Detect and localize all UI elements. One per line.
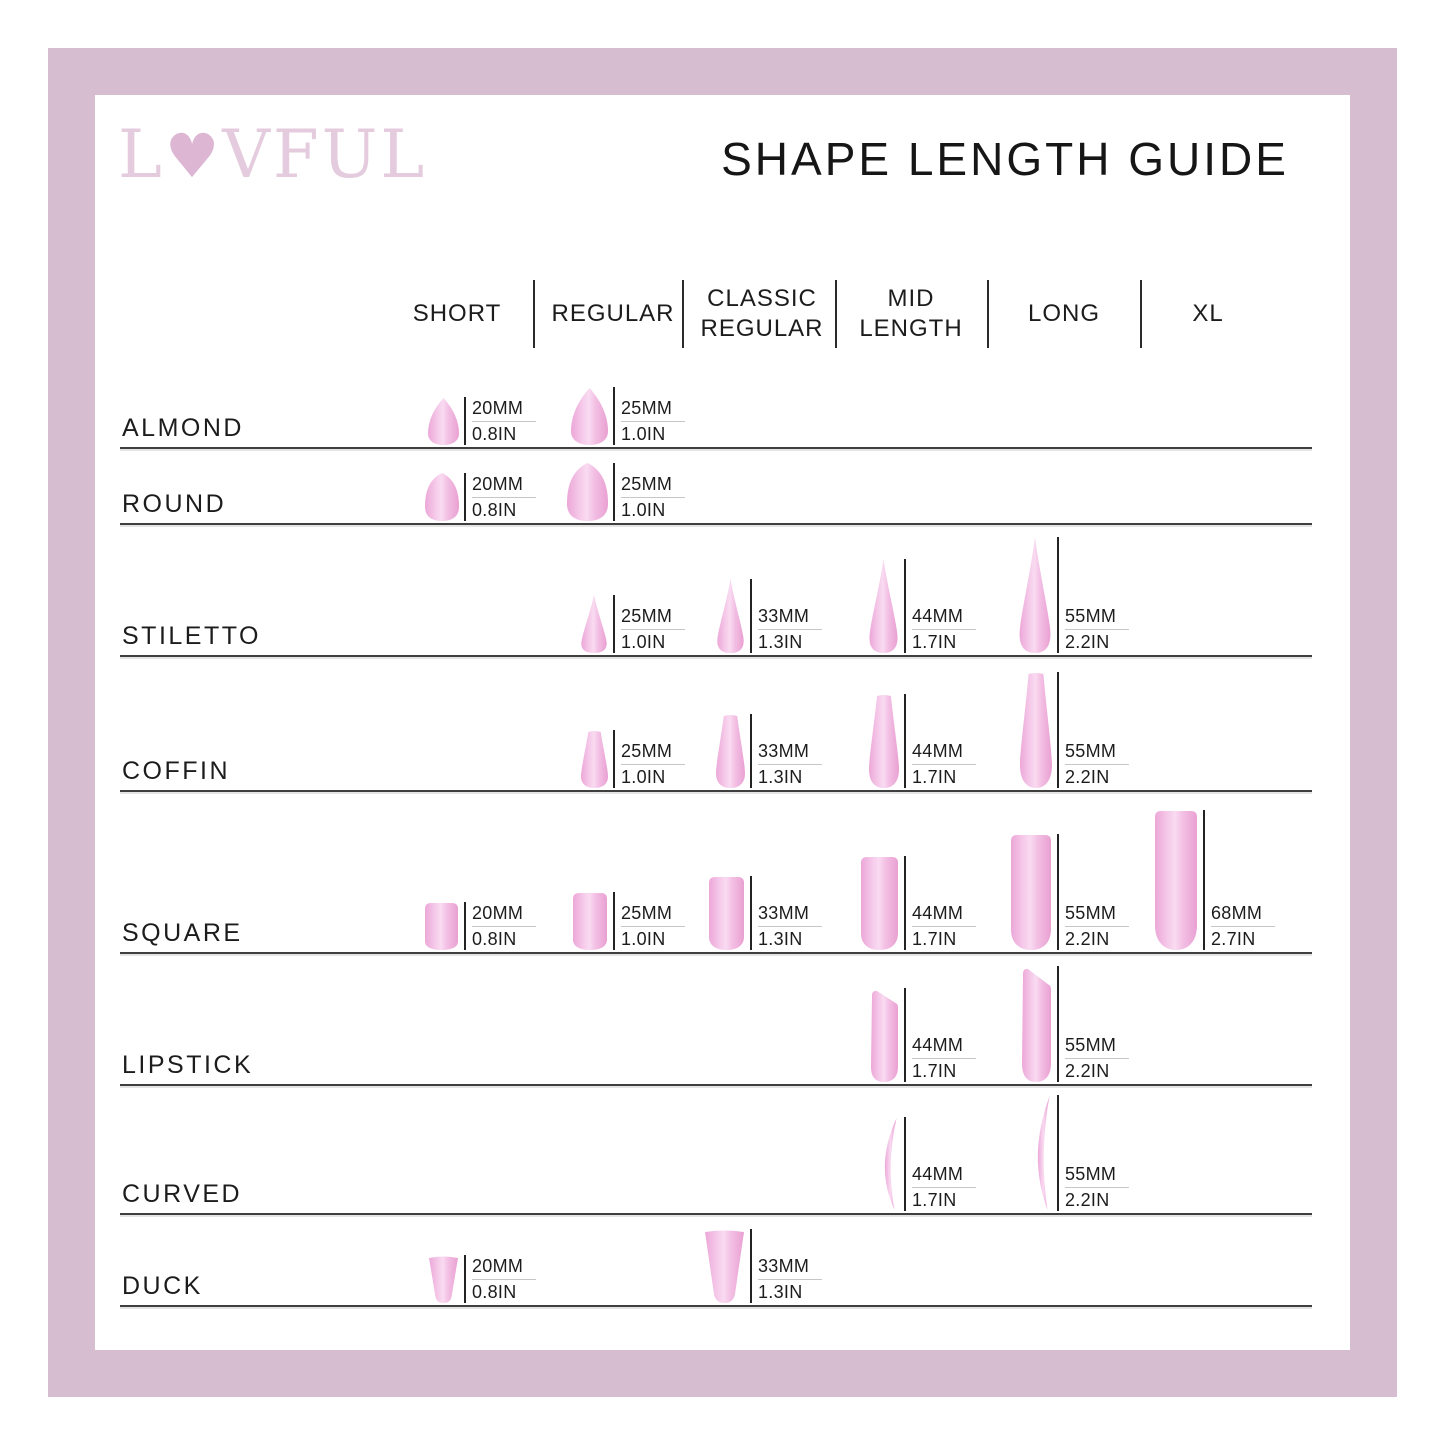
size-mm: 68MM	[1211, 903, 1275, 927]
size-measurement	[472, 474, 536, 521]
measure-line	[1057, 1095, 1059, 1211]
nail-illustration-round-short	[425, 473, 459, 521]
nail-illustration-stiletto-long	[1018, 537, 1052, 653]
size-mm: 25MM	[621, 606, 685, 630]
page-title: SHAPE LENGTH GUIDE	[721, 133, 1289, 185]
size-in: 1.7IN	[912, 632, 957, 652]
row-baseline-curved	[120, 1213, 1312, 1215]
size-measurement	[758, 1256, 822, 1303]
size-measurement	[758, 903, 822, 950]
measure-line	[1057, 834, 1059, 950]
row-label-lipstick: LIPSTICK	[122, 1051, 254, 1079]
measure-line	[904, 559, 906, 653]
nail-illustration-coffin-classic_regular	[716, 714, 745, 788]
row-label-almond: ALMOND	[122, 414, 244, 442]
size-mm: 44MM	[912, 1035, 976, 1059]
size-mm: 55MM	[1065, 1164, 1129, 1188]
measure-line	[750, 579, 752, 653]
header-divider	[987, 280, 989, 348]
nail-illustration-square-xl	[1154, 810, 1198, 950]
size-measurement	[472, 903, 536, 950]
column-header-line: REGULAR	[700, 315, 824, 342]
nail-illustration-lipstick-long	[1020, 966, 1052, 1082]
measure-line	[613, 595, 615, 653]
nail-illustration-coffin-regular	[581, 730, 608, 788]
size-in: 0.8IN	[472, 929, 517, 949]
size-mm: 25MM	[621, 741, 685, 765]
nail-illustration-almond-short	[428, 397, 459, 445]
column-header-short	[413, 280, 502, 348]
size-measurement	[621, 606, 685, 653]
measure-line	[464, 1255, 466, 1303]
column-header-line: MID	[887, 285, 935, 312]
size-mm: 55MM	[1065, 903, 1129, 927]
size-measurement	[1211, 903, 1275, 950]
size-in: 1.7IN	[912, 767, 957, 787]
size-measurement	[472, 398, 536, 445]
nail-illustration-stiletto-regular	[580, 595, 608, 653]
measure-line	[904, 988, 906, 1082]
size-in: 1.0IN	[621, 632, 666, 652]
size-mm: 44MM	[912, 1164, 976, 1188]
measure-line	[613, 463, 615, 521]
size-measurement	[912, 1164, 976, 1211]
size-in: 0.8IN	[472, 1282, 517, 1302]
column-header-xl	[1192, 280, 1223, 348]
size-mm: 55MM	[1065, 741, 1129, 765]
size-in: 0.8IN	[472, 500, 517, 520]
row-label-duck: DUCK	[122, 1272, 203, 1300]
size-measurement	[1065, 741, 1129, 788]
measure-line	[613, 730, 615, 788]
size-mm: 44MM	[912, 606, 976, 630]
logo-letter-l: L	[118, 116, 165, 193]
nail-illustration-square-mid_length	[860, 856, 899, 950]
row-baseline-round	[120, 523, 1312, 525]
measure-line	[1057, 966, 1059, 1082]
column-header-mid_length	[859, 280, 962, 348]
column-header-classic_regular	[700, 280, 823, 348]
row-label-square: SQUARE	[122, 919, 243, 947]
measure-line	[750, 876, 752, 950]
measure-line	[904, 856, 906, 950]
nail-illustration-round-regular	[567, 463, 608, 521]
header-divider	[533, 280, 535, 348]
row-label-coffin: COFFIN	[122, 757, 231, 785]
measure-line	[1057, 672, 1059, 788]
nail-illustration-coffin-mid_length	[869, 694, 899, 788]
nail-illustration-square-long	[1010, 834, 1052, 950]
nail-illustration-square-regular	[572, 892, 608, 950]
size-mm: 33MM	[758, 606, 822, 630]
column-header-line: SHORT	[412, 300, 502, 327]
row-baseline-lipstick	[120, 1084, 1312, 1086]
size-measurement	[621, 741, 685, 788]
size-measurement	[912, 1035, 976, 1082]
row-baseline-coffin	[120, 790, 1312, 792]
size-mm: 25MM	[621, 474, 685, 498]
nail-illustration-square-classic_regular	[708, 876, 745, 950]
size-measurement	[912, 606, 976, 653]
row-baseline-duck	[120, 1305, 1312, 1307]
row-label-stiletto: STILETTO	[122, 622, 262, 650]
column-header-line: XL	[1192, 300, 1224, 327]
nail-illustration-square-short	[424, 902, 459, 950]
measure-line	[904, 1117, 906, 1211]
nail-illustration-almond-regular	[571, 387, 608, 445]
size-mm: 33MM	[758, 741, 822, 765]
column-header-line: LENGTH	[859, 315, 963, 342]
header-divider	[835, 280, 837, 348]
measure-line	[613, 387, 615, 445]
row-baseline-almond	[120, 447, 1312, 449]
size-in: 1.7IN	[912, 1190, 957, 1210]
size-in: 1.0IN	[621, 929, 666, 949]
size-mm: 55MM	[1065, 1035, 1129, 1059]
nail-illustration-curved-long	[1036, 1095, 1052, 1211]
logo-letters-vful: VFUL	[222, 116, 428, 193]
column-header-regular	[551, 280, 674, 348]
size-in: 1.0IN	[621, 500, 666, 520]
size-in: 2.7IN	[1211, 929, 1256, 949]
measure-line	[464, 473, 466, 521]
measure-line	[1057, 537, 1059, 653]
brand-logo	[118, 112, 427, 198]
size-in: 2.2IN	[1065, 632, 1110, 652]
nail-illustration-curved-mid_length	[883, 1117, 899, 1211]
size-measurement	[472, 1256, 536, 1303]
size-measurement	[912, 903, 976, 950]
size-in: 2.2IN	[1065, 1061, 1110, 1081]
measure-line	[904, 694, 906, 788]
size-measurement	[1065, 1164, 1129, 1211]
size-in: 1.3IN	[758, 632, 803, 652]
size-mm: 33MM	[758, 1256, 822, 1280]
row-label-round: ROUND	[122, 490, 227, 518]
size-in: 2.2IN	[1065, 1190, 1110, 1210]
nail-illustration-stiletto-classic_regular	[716, 579, 745, 653]
column-header-long	[1028, 280, 1100, 348]
size-in: 1.7IN	[912, 1061, 957, 1081]
size-in: 1.0IN	[621, 424, 666, 444]
size-mm: 25MM	[621, 903, 685, 927]
nail-illustration-stiletto-mid_length	[868, 559, 899, 653]
nail-illustration-lipstick-mid_length	[869, 988, 899, 1082]
size-mm: 44MM	[912, 741, 976, 765]
size-mm: 20MM	[472, 474, 536, 498]
size-in: 0.8IN	[472, 424, 517, 444]
measure-line	[613, 892, 615, 950]
size-mm: 55MM	[1065, 606, 1129, 630]
measure-line	[750, 1229, 752, 1303]
size-in: 1.3IN	[758, 929, 803, 949]
size-mm: 25MM	[621, 398, 685, 422]
measure-line	[464, 902, 466, 950]
column-header-line: CLASSIC	[707, 285, 817, 312]
header-divider	[682, 280, 684, 348]
size-measurement	[758, 606, 822, 653]
size-measurement	[758, 741, 822, 788]
size-mm: 20MM	[472, 398, 536, 422]
heart-icon: ♥	[164, 122, 223, 192]
size-mm: 20MM	[472, 1256, 536, 1280]
size-measurement	[621, 398, 685, 445]
column-header-line: LONG	[1027, 300, 1101, 327]
size-measurement	[621, 903, 685, 950]
size-mm: 44MM	[912, 903, 976, 927]
size-in: 1.3IN	[758, 1282, 803, 1302]
size-measurement	[912, 741, 976, 788]
size-measurement	[1065, 1035, 1129, 1082]
measure-line	[464, 397, 466, 445]
size-mm: 20MM	[472, 903, 536, 927]
header-divider	[1140, 280, 1142, 348]
size-in: 2.2IN	[1065, 767, 1110, 787]
row-label-curved: CURVED	[122, 1180, 243, 1208]
row-baseline-stiletto	[120, 655, 1312, 657]
size-measurement	[621, 474, 685, 521]
size-mm: 33MM	[758, 903, 822, 927]
size-in: 1.3IN	[758, 767, 803, 787]
measure-line	[750, 714, 752, 788]
nail-illustration-duck-short	[428, 1255, 459, 1303]
measure-line	[1203, 810, 1205, 950]
row-baseline-square	[120, 952, 1312, 954]
nail-illustration-duck-classic_regular	[704, 1229, 745, 1303]
size-measurement	[1065, 903, 1129, 950]
size-in: 2.2IN	[1065, 929, 1110, 949]
size-in: 1.0IN	[621, 767, 666, 787]
column-header-line: REGULAR	[551, 300, 675, 327]
nail-illustration-coffin-long	[1020, 672, 1052, 788]
size-in: 1.7IN	[912, 929, 957, 949]
size-measurement	[1065, 606, 1129, 653]
